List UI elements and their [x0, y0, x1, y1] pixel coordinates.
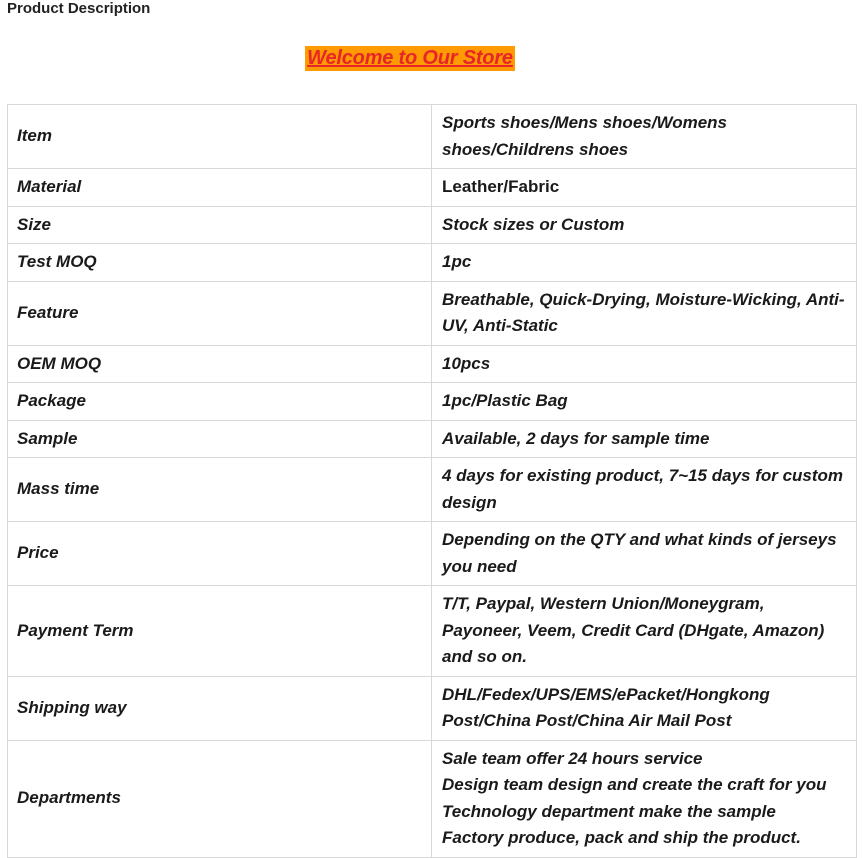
spec-value: 1pc/Plastic Bag [432, 383, 857, 421]
spec-row-oem-moq [8, 345, 857, 383]
spec-value: 1pc [432, 244, 857, 282]
banner-wrap [0, 46, 820, 71]
spec-row-mass-time [8, 458, 857, 522]
spec-label: Item [8, 105, 432, 169]
section-title: Product Description [7, 0, 151, 17]
spec-value: T/T, Paypal, Western Union/Moneygram, Payoneer, Veem, Credit Card (DHgate, Amazon) and so on. [432, 586, 857, 677]
spec-label: Sample [8, 420, 432, 458]
spec-row-test-moq [8, 244, 857, 282]
spec-value: Leather/Fabric [432, 169, 857, 207]
spec-value: Depending on the QTY and what kinds of jerseys you need [432, 522, 857, 586]
spec-value-multiline [432, 740, 857, 857]
spec-value: Available, 2 days for sample time [432, 420, 857, 458]
spec-label: Shipping way [8, 676, 432, 740]
spec-label: Test MOQ [8, 244, 432, 282]
spec-row-payment-term [8, 586, 857, 677]
spec-label: Material [8, 169, 432, 207]
spec-value: 10pcs [432, 345, 857, 383]
spec-row-departments [8, 740, 857, 857]
department-line: Design team design and create the craft for you [442, 775, 827, 794]
spec-row-price [8, 522, 857, 586]
spec-value: Breathable, Quick-Drying, Moisture-Wicking, Anti-UV, Anti-Static [432, 281, 857, 345]
spec-label: Departments [8, 740, 432, 857]
spec-row-sample [8, 420, 857, 458]
spec-label: Mass time [8, 458, 432, 522]
spec-value: 4 days for existing product, 7~15 days for custom design [432, 458, 857, 522]
department-line: Factory produce, pack and ship the product. [442, 828, 801, 847]
spec-row-material [8, 169, 857, 207]
spec-row-feature [8, 281, 857, 345]
spec-value: Sports shoes/Mens shoes/Womens shoes/Childrens shoes [432, 105, 857, 169]
spec-value: DHL/Fedex/UPS/EMS/ePacket/Hongkong Post/China Post/China Air Mail Post [432, 676, 857, 740]
spec-label: OEM MOQ [8, 345, 432, 383]
welcome-banner[interactable]: Welcome to Our Store [307, 47, 513, 69]
spec-row-package [8, 383, 857, 421]
department-line: Sale team offer 24 hours service [442, 748, 703, 768]
department-line: Technology department make the sample [442, 801, 776, 821]
spec-row-size [8, 206, 857, 244]
spec-table [7, 104, 857, 858]
spec-label: Size [8, 206, 432, 244]
spec-row-item [8, 105, 857, 169]
spec-label: Price [8, 522, 432, 586]
spec-label: Feature [8, 281, 432, 345]
spec-label: Payment Term [8, 586, 432, 677]
spec-row-shipping-way [8, 676, 857, 740]
spec-value: Stock sizes or Custom [432, 206, 857, 244]
spec-label: Package [8, 383, 432, 421]
